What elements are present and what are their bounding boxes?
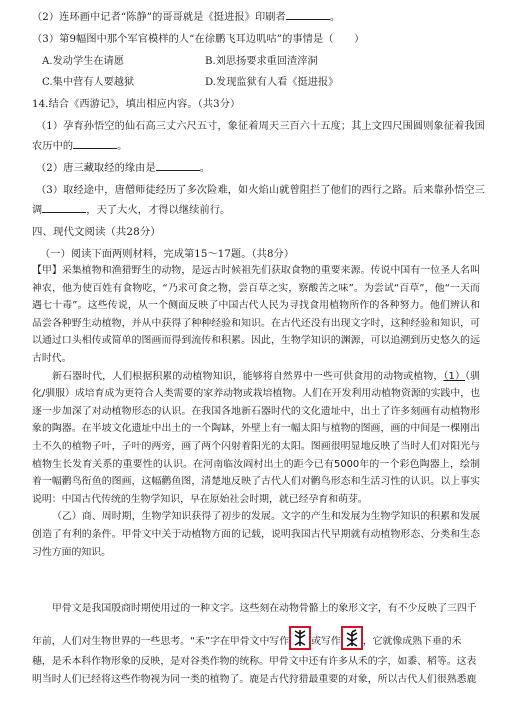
passage-neolithic: 新石器时代，人们根据积累的动植物知识，能够将自然界中一些可供食用的动物或植物，（1）（驯化/驯服）成培育成为更符合人类需要的家养动物或栽培植物。人们在开发利用动植物资源的实践中，也逐一步加深了对动植物形态的认识。在我国各地新石器时代的文化遗址中，出土了许多刻画有动植物形象的陶器。在半坡文化遗址中出土的一个陶缽，外壁上有一幅太阳与植物的图画，画的中间是一棵刚出土不久的植物子叶，子叶的两旁，画了两个闪射着阳光的太阳。图画很明显地反映了当时人们对阳光与植物生长发育关系的重要性的认识。在河南临汝阎村出土的距今已有5000年的一个彩色陶器上，绘制着一幅鹳鸟衔鱼的图画，这幅鹳鱼图，清楚地反映了古代人们对鹳鸟形态和生活习性的认识。以上事实说明：中国古代传统的生物学知识，早在原始社会时期，就已经孕育和萌芽。 bbox=[32, 370, 480, 505]
passage-blank-1[interactable]: （1） bbox=[443, 370, 466, 382]
oracle-he-glyph-2 bbox=[341, 626, 363, 650]
option-a[interactable]: A.发动学生在请愿 bbox=[42, 56, 124, 67]
passage-oracle-line4: 明当时人们已经将这些作物视为同一类的植物了。鹿是古代狩猎最重要的对象，所以古代人们很熟悉鹿 bbox=[32, 673, 477, 685]
answer-blank[interactable] bbox=[42, 203, 86, 213]
question-3: （3）第9幅图中那个军官模样的人“在徐鹏飞耳边叽咕”的事情是（ ） bbox=[32, 34, 365, 45]
passage-oracle bbox=[32, 600, 480, 618]
answer-blank[interactable] bbox=[73, 139, 117, 149]
question-14-3: （3）取经途中，唐僧师徒经历了多次险难，如火焰山就曾阻拦了他们的西行之路。后来靠孙悟空三 bbox=[36, 185, 485, 196]
oracle-he-glyph-1 bbox=[289, 626, 311, 650]
question-14-1-cont: 农历中的 。 bbox=[32, 141, 128, 152]
passage-oracle-line3: 穗，是禾本科作物形象的反映，是对谷类作物的统称。甲骨文中还有许多从禾的字，如黍、稻等。这表 bbox=[32, 656, 477, 667]
option-d[interactable]: D.发现监狱有人看《挺进报》 bbox=[205, 77, 339, 88]
question-14-1: （1）孕育孙悟空的仙石高三丈六尺五寸，象征着周天三百六十五度；其上文四尺围圆则象征着我国 bbox=[36, 121, 485, 132]
passage bbox=[32, 262, 480, 561]
question-14-2: （2）唐三藏取经的缘由是 。 bbox=[36, 163, 211, 174]
question-2: （2）连环画中记者“陈静”的哥哥就是《挺进报》印刷者 。 bbox=[32, 12, 341, 23]
answer-blank[interactable] bbox=[156, 161, 200, 171]
passage-yi: （乙）商、周时期，生物学知识获得了初步的发展。文字的产生和发展为生物学知识的积累和发展创造了有利的条件。甲骨文中关于动植物方面的记载，说明我国古代早期就有动植物形态、分类和生态习性方面的知识。 bbox=[32, 511, 480, 558]
answer-blank[interactable] bbox=[286, 10, 330, 20]
section-heading: 四、现代文阅读（共28分） bbox=[32, 226, 161, 238]
option-b[interactable]: B.刘思扬要求重回渣滓洞 bbox=[205, 56, 318, 67]
option-c[interactable]: C.集中营有人要越狱 bbox=[42, 77, 135, 88]
reading-instructions: （一）阅读下面两则材料，完成第15～17题。（共8分） bbox=[40, 249, 295, 260]
passage-jia: 【甲】采集植物和渔猎野生的动物，是远古时候祖先们获取食物的重要来源。传说中国有一位圣人名叫神农，他为使百姓有食物吃，“乃求可食之物，尝百草之实，察酸苦之味”。为尝试“百草”，他“一天而遇七十毒”。这些传说，从一个侧面反映了中国古代人民为寻找食用植物所作的各种努力。他们辨认和品尝各种野生动植物，并从中获得了种种经验和知识。在古代还没有出现文字时，这种经验和知识，可以通过口头相传或简单的图画而得到流传和积累。因此，生物学知识的渊源，可以追溯到历史悠久的远古时代。 bbox=[32, 265, 480, 364]
passage-oracle-line2: 年前，人们对生物世界的一些思考。“禾”字在甲骨文中写作 或写作 ，它就像成熟下垂的禾 bbox=[32, 626, 480, 653]
passage-oracle-line1: 甲骨文是我国殷商时期使用过的一种文字。这些刻在动物骨骼上的象形文字，有不少反映了三四千 bbox=[52, 603, 477, 614]
question-14-3-cont: 调 ，天了大火，才得以继续前行。 bbox=[32, 205, 231, 216]
question-14-title: 14.结合《西游记》，填出相应内容。（共3分） bbox=[32, 99, 241, 110]
passage-oracle-2 bbox=[32, 626, 480, 688]
